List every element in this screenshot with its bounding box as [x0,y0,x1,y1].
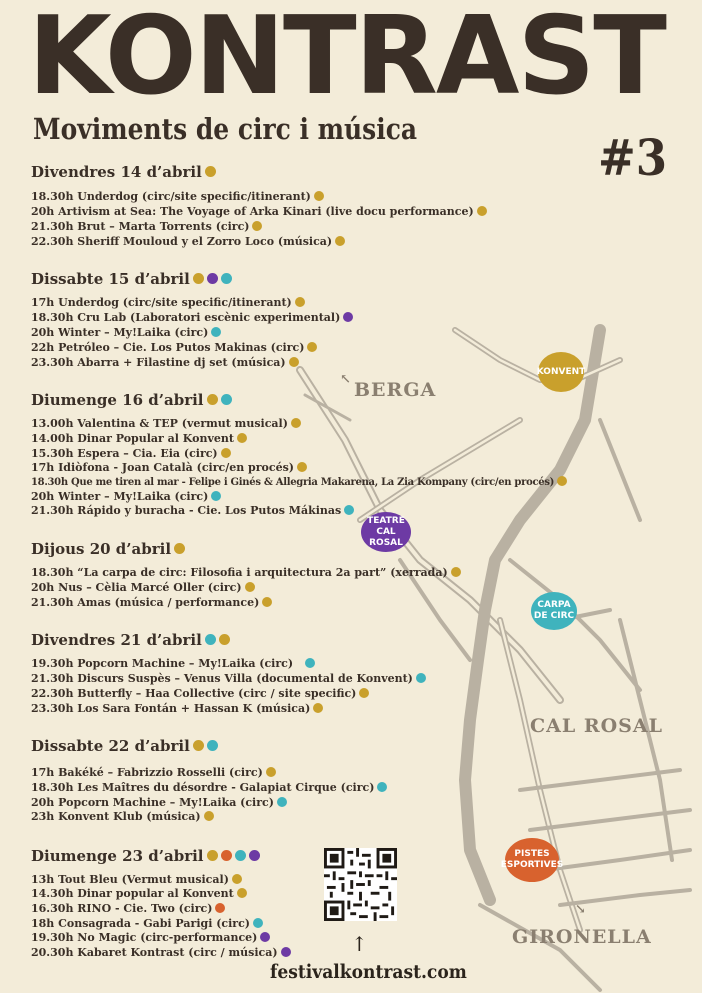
venue-dot [193,273,204,284]
event-item: 19.30h Popcorn Machine – My!Laika (circ) [31,657,315,670]
venue-dot [205,634,216,645]
festival-title: KONTRAST [28,8,665,106]
venue-dot [253,918,263,928]
event-item: 13.00h Valentina & TEP (vermut musical) [31,417,301,430]
event-item: 20h Artivism at Sea: The Voyage of Arka Kinari (live docu performance) [31,205,487,218]
venue-dot [207,740,218,751]
venue-dot [193,740,204,751]
venue-dot [221,850,232,861]
edition-number: #3 [598,128,668,187]
event-item: 19.30h No Magic (circ-performance) [31,931,270,944]
venue-dot [313,703,323,713]
event-item: 18.30h Que me tiren al mar - Felipe i Ginés & Allegria Makarena, La Zia Kompany (circ/en procés) [31,476,567,488]
event-item: 22.30h Butterfly – Haa Collective (circ / site specific) [31,687,369,700]
venue-teatre: TEATRE CAL ROSAL [361,512,411,552]
venue-dot [207,394,218,405]
day-heading: Diumenge 16 d’abril [31,391,232,409]
event-item: 13h Tout Bleu (Vermut musical) [31,873,242,886]
venue-dot [359,688,369,698]
venue-dot [451,567,461,577]
place-cal-rosal: CAL ROSAL [530,715,664,737]
event-item: 20h Winter – My!Laika (circ) [31,490,221,503]
venue-dot [416,673,426,683]
festival-url[interactable]: festivalkontrast.com [270,961,467,983]
venue-carpa: CARPA DE CIRC [531,592,577,630]
venue-dot [289,357,299,367]
day-heading: Dissabte 15 d’abril [31,270,232,288]
venue-dot [221,394,232,405]
event-item: 20h Popcorn Machine – My!Laika (circ) [31,796,287,809]
venue-konvent: KONVENT [538,352,584,392]
venue-dot [266,767,276,777]
day-heading: Divendres 21 d’abril [31,631,230,649]
venue-dot [221,448,231,458]
venue-dot [215,903,225,913]
event-item: 14.30h Dinar popular al Konvent [31,887,247,900]
venue-dot [252,221,262,231]
venue-dot [291,418,301,428]
venue-dot [232,874,242,884]
venue-dot [221,273,232,284]
event-item: 17h Bakéké – Fabrizzio Rosselli (circ) [31,766,276,779]
venue-dot [262,597,272,607]
event-item: 16.30h RINO - Cie. Two (circ) [31,902,225,915]
map-arrow-icon: ↘ [575,902,587,917]
qr-code [324,848,397,921]
venue-pistes: PISTES ESPORTIVES [505,838,559,882]
event-item: 20h Nus – Cèlia Marcé Oller (circ) [31,581,255,594]
event-item: 18.30h Les Maîtres du désordre - Galapiat Cirque (circ) [31,781,387,794]
event-item: 21.30h Amas (música / performance) [31,596,272,609]
venue-dot [249,850,260,861]
event-item: 17h Underdog (circ/site specific/itinerant) [31,296,305,309]
venue-dot [211,491,221,501]
venue-dot [237,433,247,443]
venue-dot [343,312,353,322]
arrow-up-icon: ↑ [351,932,368,956]
event-item: 15.30h Espera – Cia. Eia (circ) [31,447,231,460]
day-heading: Dijous 20 d’abril [31,540,185,558]
venue-dot [174,543,185,554]
event-item: 18h Consagrada - Gabi Parigi (circ) [31,917,263,930]
festival-subtitle: Moviments de circ i música [33,112,418,146]
venue-dot [477,206,487,216]
venue-dot [207,850,218,861]
venue-dot [207,273,218,284]
venue-dot [297,462,307,472]
venue-dot [277,797,287,807]
event-item: 22h Petróleo – Cie. Los Putos Makinas (circ) [31,341,317,354]
event-item: 21.30h Discurs Suspès – Venus Villa (documental de Konvent) [31,672,426,685]
day-heading: Diumenge 23 d’abril [31,847,260,865]
venue-dot [335,236,345,246]
venue-dot [245,582,255,592]
day-heading: Dissabte 22 d’abril [31,737,218,755]
event-item: 14.00h Dinar Popular al Konvent [31,432,247,445]
venue-dot [281,947,291,957]
venue-dot [204,811,214,821]
event-item: 20h Winter – My!Laika (circ) [31,326,221,339]
venue-dot [260,932,270,942]
venue-dot [305,658,315,668]
venue-dot [219,634,230,645]
event-item: 20.30h Kabaret Kontrast (circ / música) [31,946,291,959]
place-berga: BERGA [354,379,437,401]
event-item: 18.30h Underdog (circ/site specific/itinerant) [31,190,324,203]
event-item: 18.30h Cru Lab (Laboratori escènic experimental) [31,311,353,324]
venue-dot [344,505,354,515]
venue-dot [205,166,216,177]
venue-dot [557,476,567,486]
event-item: 18.30h “La carpa de circ: Filosofia i arquitectura 2a part” (xerrada) [31,566,461,579]
venue-dot [295,297,305,307]
map-arrow-icon: ↖ [340,372,352,387]
event-item: 23h Konvent Klub (música) [31,810,214,823]
venue-dot [237,888,247,898]
place-gironella: GIRONELLA [512,926,652,948]
venue-dot [314,191,324,201]
event-item: 21.30h Brut – Marta Torrents (circ) [31,220,262,233]
venue-dot [211,327,221,337]
venue-dot [235,850,246,861]
venue-dot [377,782,387,792]
event-item: 21.30h Rápido y buracha - Cie. Los Putos Mákinas [31,504,354,517]
event-item: 17h Idiòfona - Joan Català (circ/en procés) [31,461,307,474]
event-item: 23.30h Abarra + Filastine dj set (música) [31,356,299,369]
event-item: 22.30h Sheriff Mouloud y el Zorro Loco (música) [31,235,345,248]
event-item: 23.30h Los Sara Fontán + Hassan K (música) [31,702,323,715]
day-heading: Divendres 14 d’abril [31,163,216,181]
venue-dot [307,342,317,352]
